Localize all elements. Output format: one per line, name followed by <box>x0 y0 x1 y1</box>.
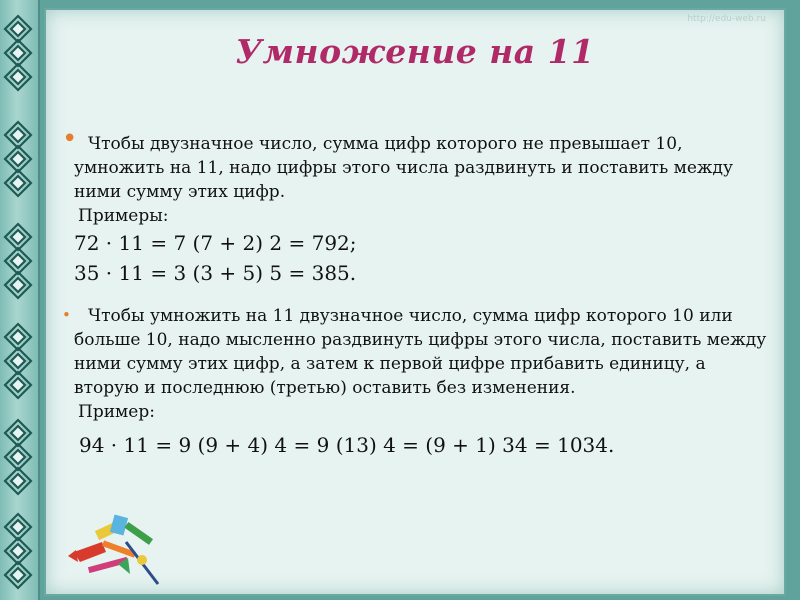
rule-1-block <box>74 132 774 288</box>
slide-canvas <box>44 8 786 596</box>
diamond-ornament-icon <box>3 14 33 92</box>
diamond-ornament-icon <box>3 222 33 300</box>
rule-1-text: Чтобы двузначное число, сумма цифр которого не превышает 10, умножить на 11, надо цифры этого числа раздвинуть и поставить между ними сумму этих цифр. <box>74 134 733 202</box>
example-label: Пример: <box>78 402 155 422</box>
example-line-1: 72 · 11 = 7 (7 + 2) 2 = 792; <box>74 231 357 255</box>
watermark: http://edu-web.ru <box>687 14 766 24</box>
pencils-and-arrows-picture <box>66 512 166 588</box>
diamond-ornament-icon <box>3 418 33 496</box>
rule-2-text: Чтобы умножить на 11 двузначное число, сумма цифр которого 10 или больше 10, надо мысленно раздвинуть цифры этого числа, поставить между ними сумму этих цифр, а затем к первой цифре прибавить единицу, а вторую и последнюю (третью) оставить без изменения. <box>74 306 767 398</box>
slide-title: Умножение на 11 <box>235 32 595 71</box>
bullet-icon: • <box>62 306 71 324</box>
example-line-3: 94 · 11 = 9 (9 + 4) 4 = 9 (13) 4 = (9 + 1) 34 = 1034. <box>79 433 615 457</box>
example-line-2: 35 · 11 = 3 (3 + 5) 5 = 385. <box>74 261 357 285</box>
diamond-ornament-icon <box>3 120 33 198</box>
diamond-ornament-icon <box>3 512 33 590</box>
left-ornament-strip <box>0 0 40 600</box>
bullet-icon: • <box>62 124 78 154</box>
diamond-ornament-icon <box>3 322 33 400</box>
examples-label: Примеры: <box>78 206 169 226</box>
rule-2-block <box>74 304 774 460</box>
